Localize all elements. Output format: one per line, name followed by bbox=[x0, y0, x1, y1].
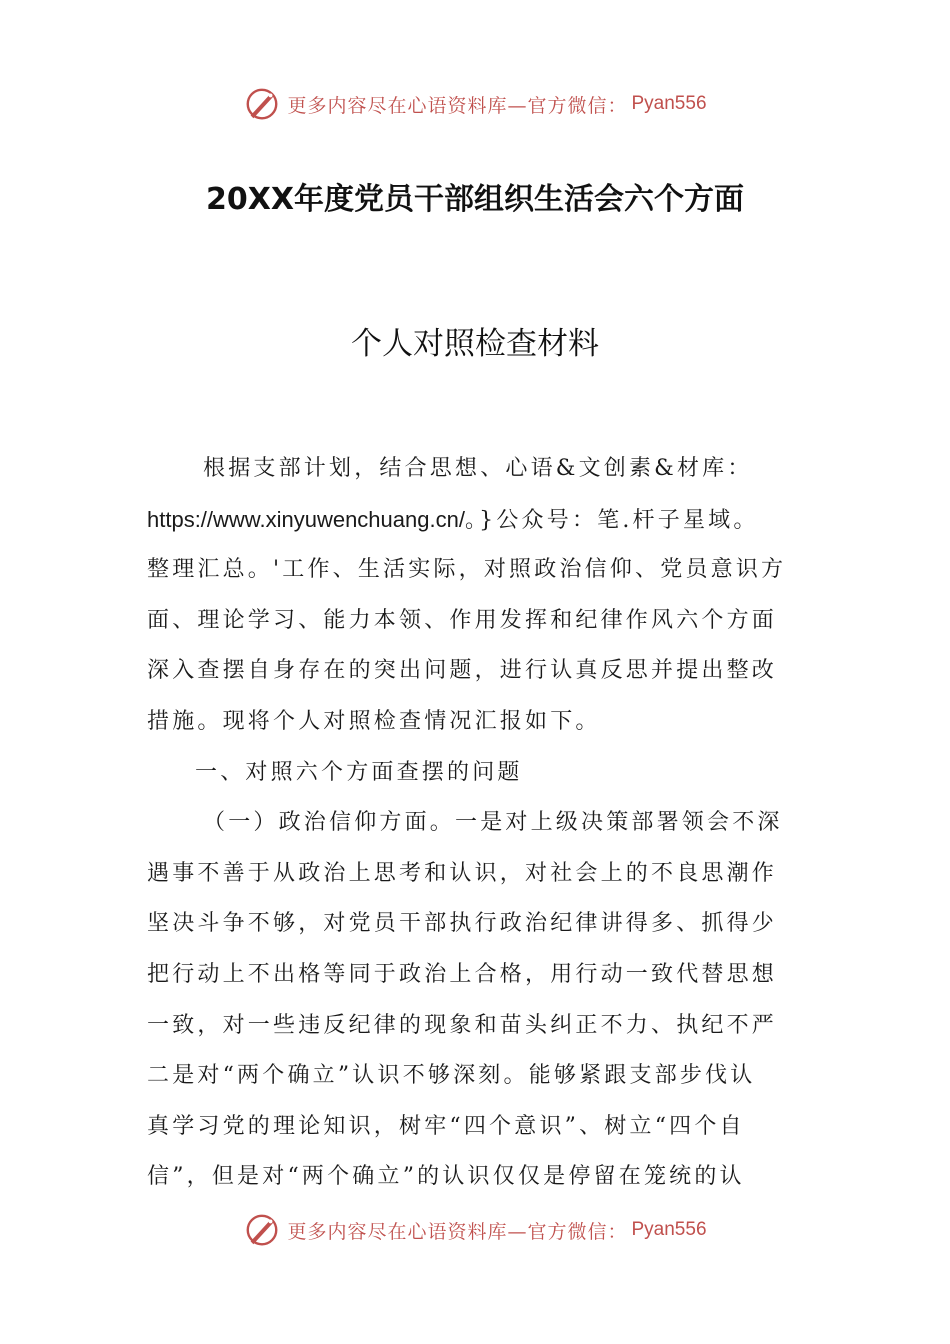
section-heading: 一、对照六个方面查摆的问题 bbox=[195, 759, 523, 785]
body-line: 面、理论学习、能力本领、作用发挥和纪律作风六个方面 bbox=[147, 607, 778, 633]
body-line-text: 。}公众号：笔.杆子星域。 bbox=[464, 507, 759, 533]
watermark-header bbox=[0, 84, 950, 124]
body-line: （一）政治信仰方面。一是对上级决策部署领会不深 bbox=[203, 810, 783, 836]
body-url: https://www.xinyuwenchuang.cn/ bbox=[147, 506, 465, 532]
watermark-footer bbox=[0, 1210, 950, 1250]
body-line: 一致，对一些违反纪律的现象和苗头纠正不力、执纪不严 bbox=[147, 1012, 778, 1038]
body-line: 二是对“两个确立”认识不够深刻。能够紧跟支部步伐认 bbox=[147, 1063, 756, 1089]
body-line: 坚决斗争不够，对党员干部执行政治纪律讲得多、抓得少 bbox=[147, 911, 778, 937]
watermark-text: 更多内容尽在心语资料库—官方微信： bbox=[287, 1220, 628, 1243]
watermark-code: Pyan556 bbox=[631, 93, 707, 114]
watermark-code: Pyan556 bbox=[631, 1219, 707, 1240]
pen-nib-logo-icon bbox=[243, 1211, 281, 1249]
body-line: 把行动上不出格等同于政治上合格，用行动一致代替思想 bbox=[147, 961, 778, 987]
document-body bbox=[147, 444, 807, 1203]
body-line: 真学习党的理论知识，树牢“四个意识”、树立“四个自 bbox=[147, 1113, 745, 1139]
pen-nib-logo-icon bbox=[243, 85, 281, 123]
body-line: 深入查摆自身存在的突出问题，进行认真反思并提出整改 bbox=[147, 658, 778, 684]
body-line: 遇事不善于从政治上思考和认识，对社会上的不良思潮作 bbox=[147, 860, 778, 886]
body-line: 措施。现将个人对照检查情况汇报如下。 bbox=[147, 708, 601, 734]
body-line bbox=[147, 495, 807, 546]
watermark-text: 更多内容尽在心语资料库—官方微信： bbox=[287, 94, 628, 117]
body-line: 根据支部计划，结合思想、心语&文创素&材库： bbox=[203, 456, 753, 481]
body-line: 整理汇总。'工作、生活实际，对照政治信仰、党员意识方 bbox=[147, 557, 787, 583]
body-line: 信”，但是对“两个确立”的认识仅仅是停留在笼统的认 bbox=[147, 1164, 745, 1190]
document-title-line2: 个人对照检查材料 bbox=[351, 326, 599, 362]
document-title-line1: 20XX年度党员干部组织生活会六个方面 bbox=[205, 182, 744, 217]
